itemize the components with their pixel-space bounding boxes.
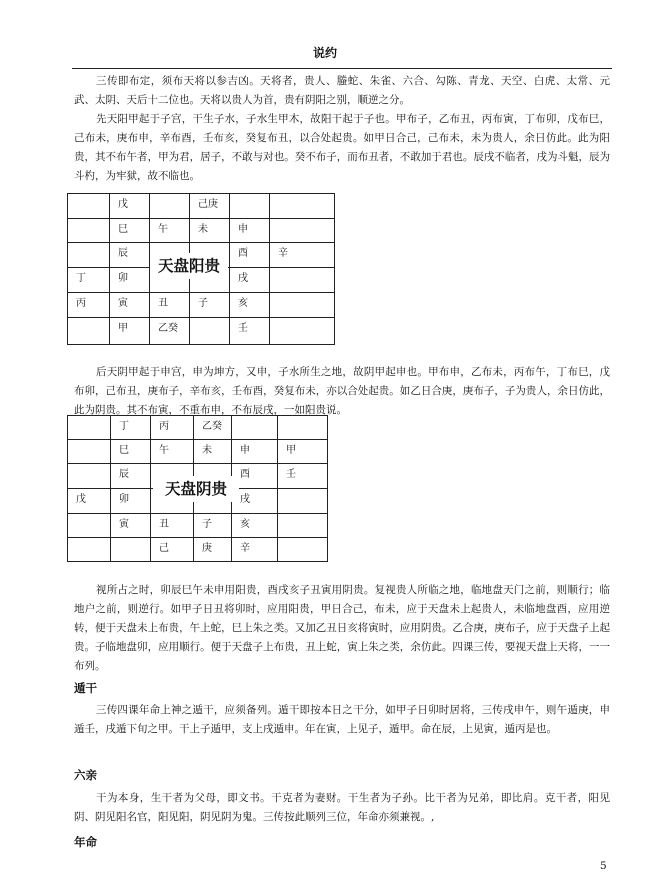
grid-cell: 乙癸: [150, 318, 190, 345]
grid-cell: [68, 194, 110, 219]
grid-cell: 己庚: [190, 194, 230, 219]
grid-row: [68, 416, 328, 440]
grid-cell: 午: [151, 440, 194, 464]
grid-cell: [68, 538, 111, 562]
grid-cell: 辰: [110, 243, 150, 268]
grid-cell: 子: [194, 514, 232, 538]
grid-row: [68, 538, 328, 562]
grid-cell: 甲: [278, 440, 328, 464]
paragraph-liuqin: 干为本身，生干者为父母，即文书。干克者为妻财。干生者为子孙。比干者为兄弟，即比肩。克干者，阳见阴、阴见阳名官，阳见阳，阴见阴为鬼。三传按此顺列三位，年命亦须兼视。,: [74, 792, 610, 823]
grid-cell: [270, 194, 335, 219]
grid-cell: [270, 318, 335, 345]
grid-cell: [68, 514, 111, 538]
grid-cell: 丙: [68, 293, 110, 318]
grid-cell: 卯: [111, 489, 151, 514]
header-rule: [72, 68, 612, 69]
grid-cell: 亥: [230, 293, 270, 318]
grid-cell: 午: [150, 219, 190, 243]
yin-gui-center-label: 天盘阴贵: [153, 476, 239, 502]
grid-cell: [278, 416, 328, 440]
grid-cell: 壬: [230, 318, 270, 345]
page-header-title: 说约: [312, 46, 337, 60]
grid-cell: 丑: [150, 293, 190, 318]
grid-cell: 子: [190, 293, 230, 318]
grid-cell: 辰: [111, 464, 151, 489]
grid-cell: 寅: [110, 293, 150, 318]
grid-cell: [270, 293, 335, 318]
grid-cell: 申: [230, 219, 270, 243]
grid-cell: 丁: [68, 268, 110, 293]
grid-cell: [278, 489, 328, 514]
grid-cell: [68, 464, 111, 489]
grid-cell: [270, 219, 335, 243]
grid-cell: [278, 514, 328, 538]
grid-cell: 亥: [232, 514, 278, 538]
grid-cell: 戌: [232, 489, 278, 514]
grid-cell: 戌: [230, 268, 270, 293]
grid-row: [68, 219, 335, 243]
grid-cell: [68, 318, 110, 345]
grid-cell: 己: [151, 538, 194, 562]
grid-cell: 辛: [270, 243, 335, 268]
grid-cell: [232, 416, 278, 440]
grid-cell: 甲: [110, 318, 150, 345]
grid-cell: 辛: [232, 538, 278, 562]
paragraph-dungan: 三传四课年命上神之遁干，应须备列。遁干即按本日之干分，如甲子日卯时居将，三传戌申午，则午遁庚，申遁壬，戌遁下旬之甲。干上子遁甲，支上戌遁申。年在寅，上见子，遁甲。命在辰，上见寅，遁丙是也。: [74, 704, 610, 735]
grid-row: [68, 514, 328, 538]
grid-cell: [270, 268, 335, 293]
grid-cell: 酉: [232, 464, 278, 489]
grid-cell: 寅: [111, 514, 151, 538]
paragraph-yang-gui: 先天阳甲起于子宫，干生子水，子水生甲木，故阳干起于子也。甲布子，乙布丑，丙布寅，丁布卯，戊布巳，己布未，庚布申，辛布酉，壬布亥，癸复布丑，以合处起贵。如甲日合己，己布未，未为贵人，余日仿此。此为阳贵，其不布午者，甲为君，居子，不敢与对也。癸不布子，而布丑者，不敢加于君也。辰戌不临者，戌为斗魁，辰为斗杓，为牢狱，故不临也。: [74, 113, 610, 182]
grid-cell: 戊: [68, 489, 111, 514]
grid-cell: 巳: [110, 219, 150, 243]
grid-cell: 壬: [278, 464, 328, 489]
grid-cell: [111, 538, 151, 562]
grid-cell: 戊: [110, 194, 150, 219]
grid-row: [68, 194, 335, 219]
grid-cell: [278, 538, 328, 562]
grid-row: [68, 440, 328, 464]
grid-cell: 申: [232, 440, 278, 464]
grid-cell: [150, 194, 190, 219]
heading-dungan: 遁干: [74, 681, 97, 695]
grid-cell: 庚: [194, 538, 232, 562]
grid-cell: 卯: [110, 268, 150, 293]
grid-row: [68, 293, 335, 318]
heading-liuqin: 六亲: [74, 768, 97, 782]
grid-cell: 乙癸: [194, 416, 232, 440]
grid-cell: [68, 416, 111, 440]
grid-cell: 丙: [151, 416, 194, 440]
grid-cell: 丑: [151, 514, 194, 538]
grid-cell: [68, 243, 110, 268]
grid-cell: 巳: [111, 440, 151, 464]
grid-row: [68, 318, 335, 345]
grid-cell: [68, 440, 111, 464]
grid-cell: [230, 194, 270, 219]
grid-cell: 未: [194, 440, 232, 464]
grid-cell: 丁: [111, 416, 151, 440]
grid-cell: 未: [190, 219, 230, 243]
heading-nianming: 年命: [74, 835, 97, 849]
grid-cell: [68, 219, 110, 243]
yang-gui-center-label: 天盘阳贵: [150, 253, 228, 279]
paragraph-tianjiang: 三传即布定，须布天将以参吉凶。天将者，贵人、螣蛇、朱雀、六合、勾陈、青龙、天空、白虎、太常、元武、太阴、天后十二位也。天将以贵人为首，贵有阴阳之别，顺逆之分。: [74, 75, 610, 106]
grid-cell: 酉: [230, 243, 270, 268]
paragraph-yin-gui: 后天阴甲起于申宫，申为坤方，又申，子水所生之地，故阴甲起申也。甲布申，乙布未，丙布午，丁布巳，戊布卯，己布丑，庚布子，辛布亥，壬布酉，癸复布未，亦以合处起贵。如乙日合庚，庚布子，子为贵人，余日仿此，此为阴贵。其不布寅，不重布申，不布辰戌，一如阳贵说。: [74, 366, 610, 416]
paragraph-shun-ni: 视所占之时，卯辰巳午未申用阳贵，酉戌亥子丑寅用阴贵。复视贵人所临之地，临地盘天门之前，则顺行；临地户之前，则逆行。如甲子日丑将卯时，应用阳贵，甲日合己，布未，应于天盘未上起贵人，未临地盘酉，应用逆转，便于天盘未上布贵，午上蛇，巳上朱之类。又加乙丑日亥将寅时，应用阴贵。乙合庚，庚布子，应于天盘子上起贵。子临地盘卯，应用顺行。便于天盘子上布贵，丑上蛇，寅上朱之类，余仿此。四课三传，要视天盘上天将，一一布列。: [74, 584, 610, 672]
grid-cell: [190, 318, 230, 345]
page-number: 5: [600, 860, 607, 872]
